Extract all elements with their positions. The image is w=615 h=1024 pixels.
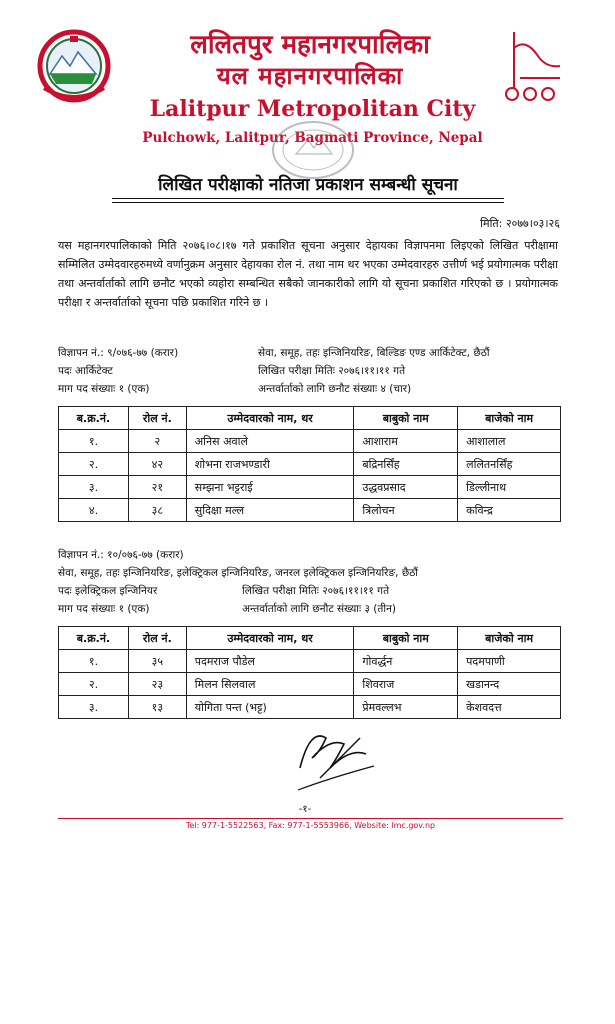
header-father: बाबुको नाम <box>354 407 458 430</box>
cell-father: गोवर्द्धन <box>354 650 458 673</box>
cell-name: पदमराज पौडेल <box>186 650 354 673</box>
table-row <box>59 430 561 453</box>
cell-roll: ४२ <box>128 453 186 476</box>
cell-roll: १३ <box>128 696 186 719</box>
table-header-row <box>59 407 561 430</box>
cell-father: प्रेमवल्लभ <box>354 696 458 719</box>
heading-underline <box>112 198 504 199</box>
ad2-exam-date: लिखित परीक्षा मितिः २०७६।११।११ गते <box>242 585 390 597</box>
cell-grandfather: ललितनर्सिंह <box>458 453 561 476</box>
header-roll: रोल नं. <box>128 627 186 650</box>
notice-date: मिति: २०७७।०३।२६ <box>480 217 560 230</box>
cell-sn: २. <box>59 453 129 476</box>
cell-roll: ३८ <box>128 499 186 522</box>
ad2-selected: अन्तर्वार्ताको लागि छनौट संख्याः ३ (तीन) <box>242 603 396 615</box>
ad1-seats: माग पद संख्याः १ (एक) <box>58 383 150 395</box>
address: Pulchowk, Lalitpur, Bagmati Province, Nepal <box>142 130 483 146</box>
ad2-seats: माग पद संख्याः १ (एक) <box>58 603 150 615</box>
cell-sn: १. <box>59 650 129 673</box>
ad1-selected: अन्तर्वार्ताको लागि छनौट संख्याः ४ (चार) <box>258 383 412 395</box>
ad2-number: विज्ञापन नं.: १०/०७६-७७ (करार) <box>58 549 184 561</box>
cell-father: उद्धवप्रसाद <box>354 476 458 499</box>
header-grandfather: बाजेको नाम <box>458 627 561 650</box>
page-number: -१- <box>298 804 312 815</box>
header-roll: रोल नं. <box>128 407 186 430</box>
header-sn: ब.क्र.नं. <box>59 407 129 430</box>
cell-father: आशाराम <box>354 430 458 453</box>
cell-father: त्रिलोचन <box>354 499 458 522</box>
cell-grandfather: पदमपाणी <box>458 650 561 673</box>
header-father: बाबुको नाम <box>354 627 458 650</box>
results-table-ad1 <box>58 406 561 522</box>
header-name: उम्मेदवारको नाम, थर <box>186 627 354 650</box>
cell-sn: ३. <box>59 696 129 719</box>
table-row <box>59 453 561 476</box>
table-row <box>59 499 561 522</box>
table-header-row <box>59 627 561 650</box>
notice-heading: लिखित परीक्षाको नतिजा प्रकाशन सम्बन्धी सूचना <box>158 175 458 195</box>
ad1-post: पदः आर्किटेक्ट <box>58 365 113 377</box>
footer-contact: Tel: 977-1-5522563, Fax: 977-1-5553966, Website: lmc.gov.np <box>185 821 436 830</box>
cell-roll: ३५ <box>128 650 186 673</box>
table-row <box>59 476 561 499</box>
mithila-motif-icon <box>500 28 572 104</box>
footer-divider <box>58 818 563 819</box>
header-sn: ब.क्र.नं. <box>59 627 129 650</box>
ad1-number: विज्ञापन नं.: ९/०७६-७७ (करार) <box>58 347 179 359</box>
cell-name: शोभना राजभण्डारी <box>186 453 354 476</box>
cell-grandfather: केशवदत्त <box>458 696 561 719</box>
cell-name: अनिस अवाले <box>186 430 354 453</box>
cell-grandfather: कविन्द्र <box>458 499 561 522</box>
ad2-post: पदः इलेक्ट्रिकल इन्जिनियर <box>58 585 158 597</box>
cell-roll: २ <box>128 430 186 453</box>
cell-name: सम्झना भट्टराई <box>186 476 354 499</box>
nepal-emblem-icon <box>36 28 112 104</box>
cell-father: शिवराज <box>354 673 458 696</box>
signature-icon <box>290 708 380 798</box>
heading-underline <box>112 202 504 203</box>
results-table-ad2 <box>58 626 561 719</box>
cell-father: बद्रिनर्सिंह <box>354 453 458 476</box>
table-row <box>59 650 561 673</box>
title-nepali: ललितपुर महानगरपालिका <box>190 30 430 60</box>
title-english: Lalitpur Metropolitan City <box>149 96 476 122</box>
ad2-service: सेवा, समूह, तहः इन्जिनियरिङ, इलेक्ट्रिकल इन्जिनियरिङ, जनरल इलेक्ट्रिकल इन्जिनियरिङ, छैठौं <box>58 567 419 579</box>
ad1-exam-date: लिखित परीक्षा मितिः २०७६।११।११ गते <box>258 365 406 377</box>
cell-roll: २३ <box>128 673 186 696</box>
header-name: उम्मेदवारको नाम, थर <box>186 407 354 430</box>
ad1-service: सेवा, समूह, तहः इन्जिनियरिङ, बिल्डिङ एण्ड आर्किटेक्ट, छैठौं <box>258 347 490 359</box>
title-newari: यल महानगरपालिका <box>216 62 404 90</box>
cell-sn: ३. <box>59 476 129 499</box>
cell-name: योगिता पन्त (भट्ट) <box>186 696 354 719</box>
cell-sn: २. <box>59 673 129 696</box>
cell-name: मिलन सिलवाल <box>186 673 354 696</box>
cell-name: सुदिक्षा मल्ल <box>186 499 354 522</box>
cell-roll: २१ <box>128 476 186 499</box>
notice-body: यस महानगरपालिकाको मिति २०७६।०८।१७ गते प्रकाशित सूचना अनुसार देहायका विज्ञापनमा लिइएको लिखित परीक्षामा सम्मिलित उम्मेदवारहरुमध्ये वर्णानुक्रम अनुसार देहायका रोल नं. तथा नाम थर भएका उम्मेदवारहरु उत्तीर्ण भई प्रयोगात्मक परीक्षा तथा अन्तर्वार्ताको लागि छनौट भएको व्यहोरा सम्बन्धित सबैको जानकारीको लागि यो सूचना प्रकाशित गरिएको छ । प्रयोगात्मक परीक्षा र अन्तर्वार्ताको सूचना पछि प्रकाशित गरिने छ । <box>58 239 558 309</box>
cell-grandfather: आशालाल <box>458 430 561 453</box>
cell-grandfather: डिल्लीनाथ <box>458 476 561 499</box>
cell-sn: १. <box>59 430 129 453</box>
table-row <box>59 673 561 696</box>
cell-sn: ४. <box>59 499 129 522</box>
header-grandfather: बाजेको नाम <box>458 407 561 430</box>
cell-grandfather: खडानन्द <box>458 673 561 696</box>
